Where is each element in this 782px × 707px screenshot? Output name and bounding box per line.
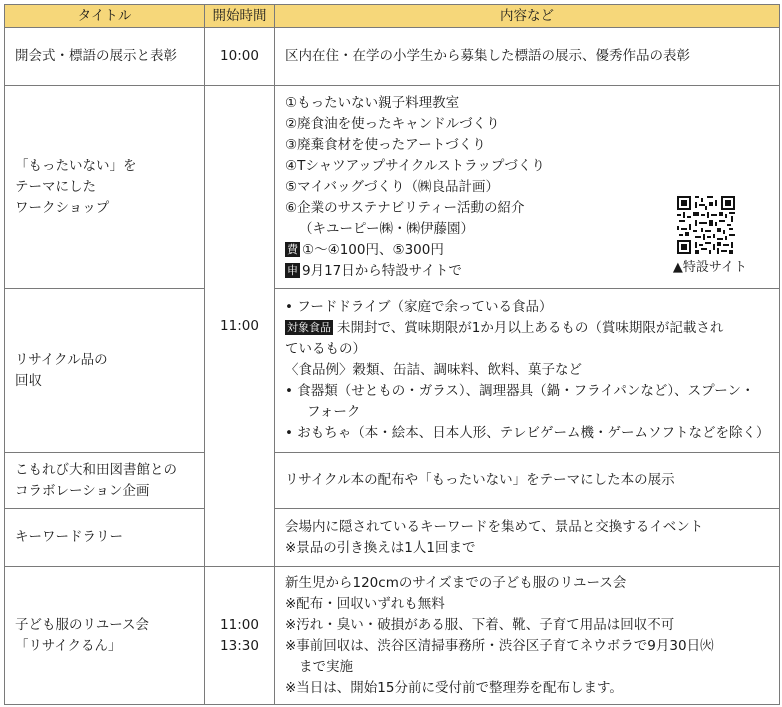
content-line: ※配布・回収いずれも無料 [285,595,445,612]
apply-badge: 申 [287,263,298,277]
title-line: 「リサイクるん」 [15,637,122,654]
title-line: キーワードラリー [15,529,123,545]
table-row [5,86,780,289]
row-title [5,86,205,289]
table-row [5,28,780,86]
title-line: テーマにした [15,178,96,195]
content-line: ※汚れ・臭い・破損がある服、下着、靴、子育て用品は回収不可 [285,616,675,633]
row-title [5,28,205,86]
content-line: ているもの） [285,341,366,357]
target-badge: 対象食品 [287,321,331,334]
content-line: ④Tシャツアップサイクルストラップづくり [285,157,545,174]
row-time-shared [205,86,275,567]
qr-code-icon [677,196,735,254]
content-line: • 食器類（せともの・ガラス）、調理器具（鍋・フライパンなど）、スプーン・ [285,383,755,399]
time-line: 10:00 [220,48,259,64]
row-time [205,28,275,86]
content-line: • フードドライブ（家庭で余っている食品） [285,299,553,315]
content-line: 〈食品例〉穀類、缶詰、調味料、飲料、菓子など [285,362,582,378]
content-line: （キユーピー㈱・㈱伊藤園） [299,220,474,237]
header-row [5,5,780,28]
content-line: 新生児から120cmのサイズまでの子ども服のリユース会 [285,574,627,591]
content-line: ⑥企業のサステナビリティー活動の紹介 [285,199,525,216]
content-line: 会場内に隠されているキーワードを集めて、景品と交換するイベント [285,518,704,535]
title-line: ワークショップ [15,199,110,216]
content-line: 区内在住・在学の小学生から募集した標語の展示、優秀作品の表彰 [285,48,690,64]
content-line: ⑤マイバッグづくり（㈱良品計画） [285,178,500,195]
content-line: ②廃食油を使ったキャンドルづくり [285,115,500,132]
title-line: 開会式・標語の展示と表彰 [15,48,177,64]
time-line: 11:00 [220,616,259,633]
content-line: ※当日は、開始15分前に受付前で整理券を配布します。 [285,679,623,696]
table-row [5,453,780,509]
header-start-time: 開始時間 [205,5,275,28]
time-line: 11:00 [220,317,259,334]
row-title [5,453,205,509]
title-line: 回収 [15,372,42,389]
row-content [275,86,780,289]
content-line: ※事前回収は、渋谷区清掃事務所・渋谷区子育てネウボラで9月30日㈫ [285,637,714,654]
content-line: ①もったいない親子料理教室 [285,94,460,111]
row-title [5,509,205,567]
table-row [5,567,780,705]
row-title [5,567,205,705]
apply-text: 9月17日から特設サイトで [302,262,462,279]
content-line: フォーク [307,404,361,420]
header-content: 内容など [275,5,780,28]
time-line: 13:30 [220,637,259,654]
content-line: ※景品の引き換えは1人1回まで [285,539,476,556]
qr-caption: ▲特設サイト [672,259,747,275]
row-content [275,289,780,453]
content-line: • おもちゃ（本・絵本、日本人形、テレビゲーム機・ゲームソフトなどを除く） [285,425,770,441]
title-line: 子ども服のリユース会 [15,616,150,633]
workshop-content [285,93,769,282]
title-line: 「もったいない」を [15,157,137,174]
fee-text: ①～④100円、⑤300円 [302,241,444,258]
row-content [275,567,780,705]
row-content [275,453,780,509]
target-text: 未開封で、賞味期限が1か月以上あるもの（賞味期限が記載され [337,320,724,336]
row-title [5,289,205,453]
content-line: ③廃棄食材を使ったアートづくり [285,136,486,153]
table-row [5,509,780,567]
fee-badge: 費 [287,242,298,256]
row-content [275,509,780,567]
title-line: こもれび大和田図書館との [15,461,177,478]
title-line: コラボレーション企画 [15,482,150,499]
content-line: まで実施 [299,658,353,675]
row-time [205,567,275,705]
row-content [275,28,780,86]
title-line: リサイクル品の [15,351,108,368]
header-title: タイトル [5,5,205,28]
table-row [5,289,780,453]
events-table [4,4,780,705]
content-line: リサイクル本の配布や「もったいない」をテーマにした本の展示 [285,472,675,488]
target-line [285,318,769,339]
